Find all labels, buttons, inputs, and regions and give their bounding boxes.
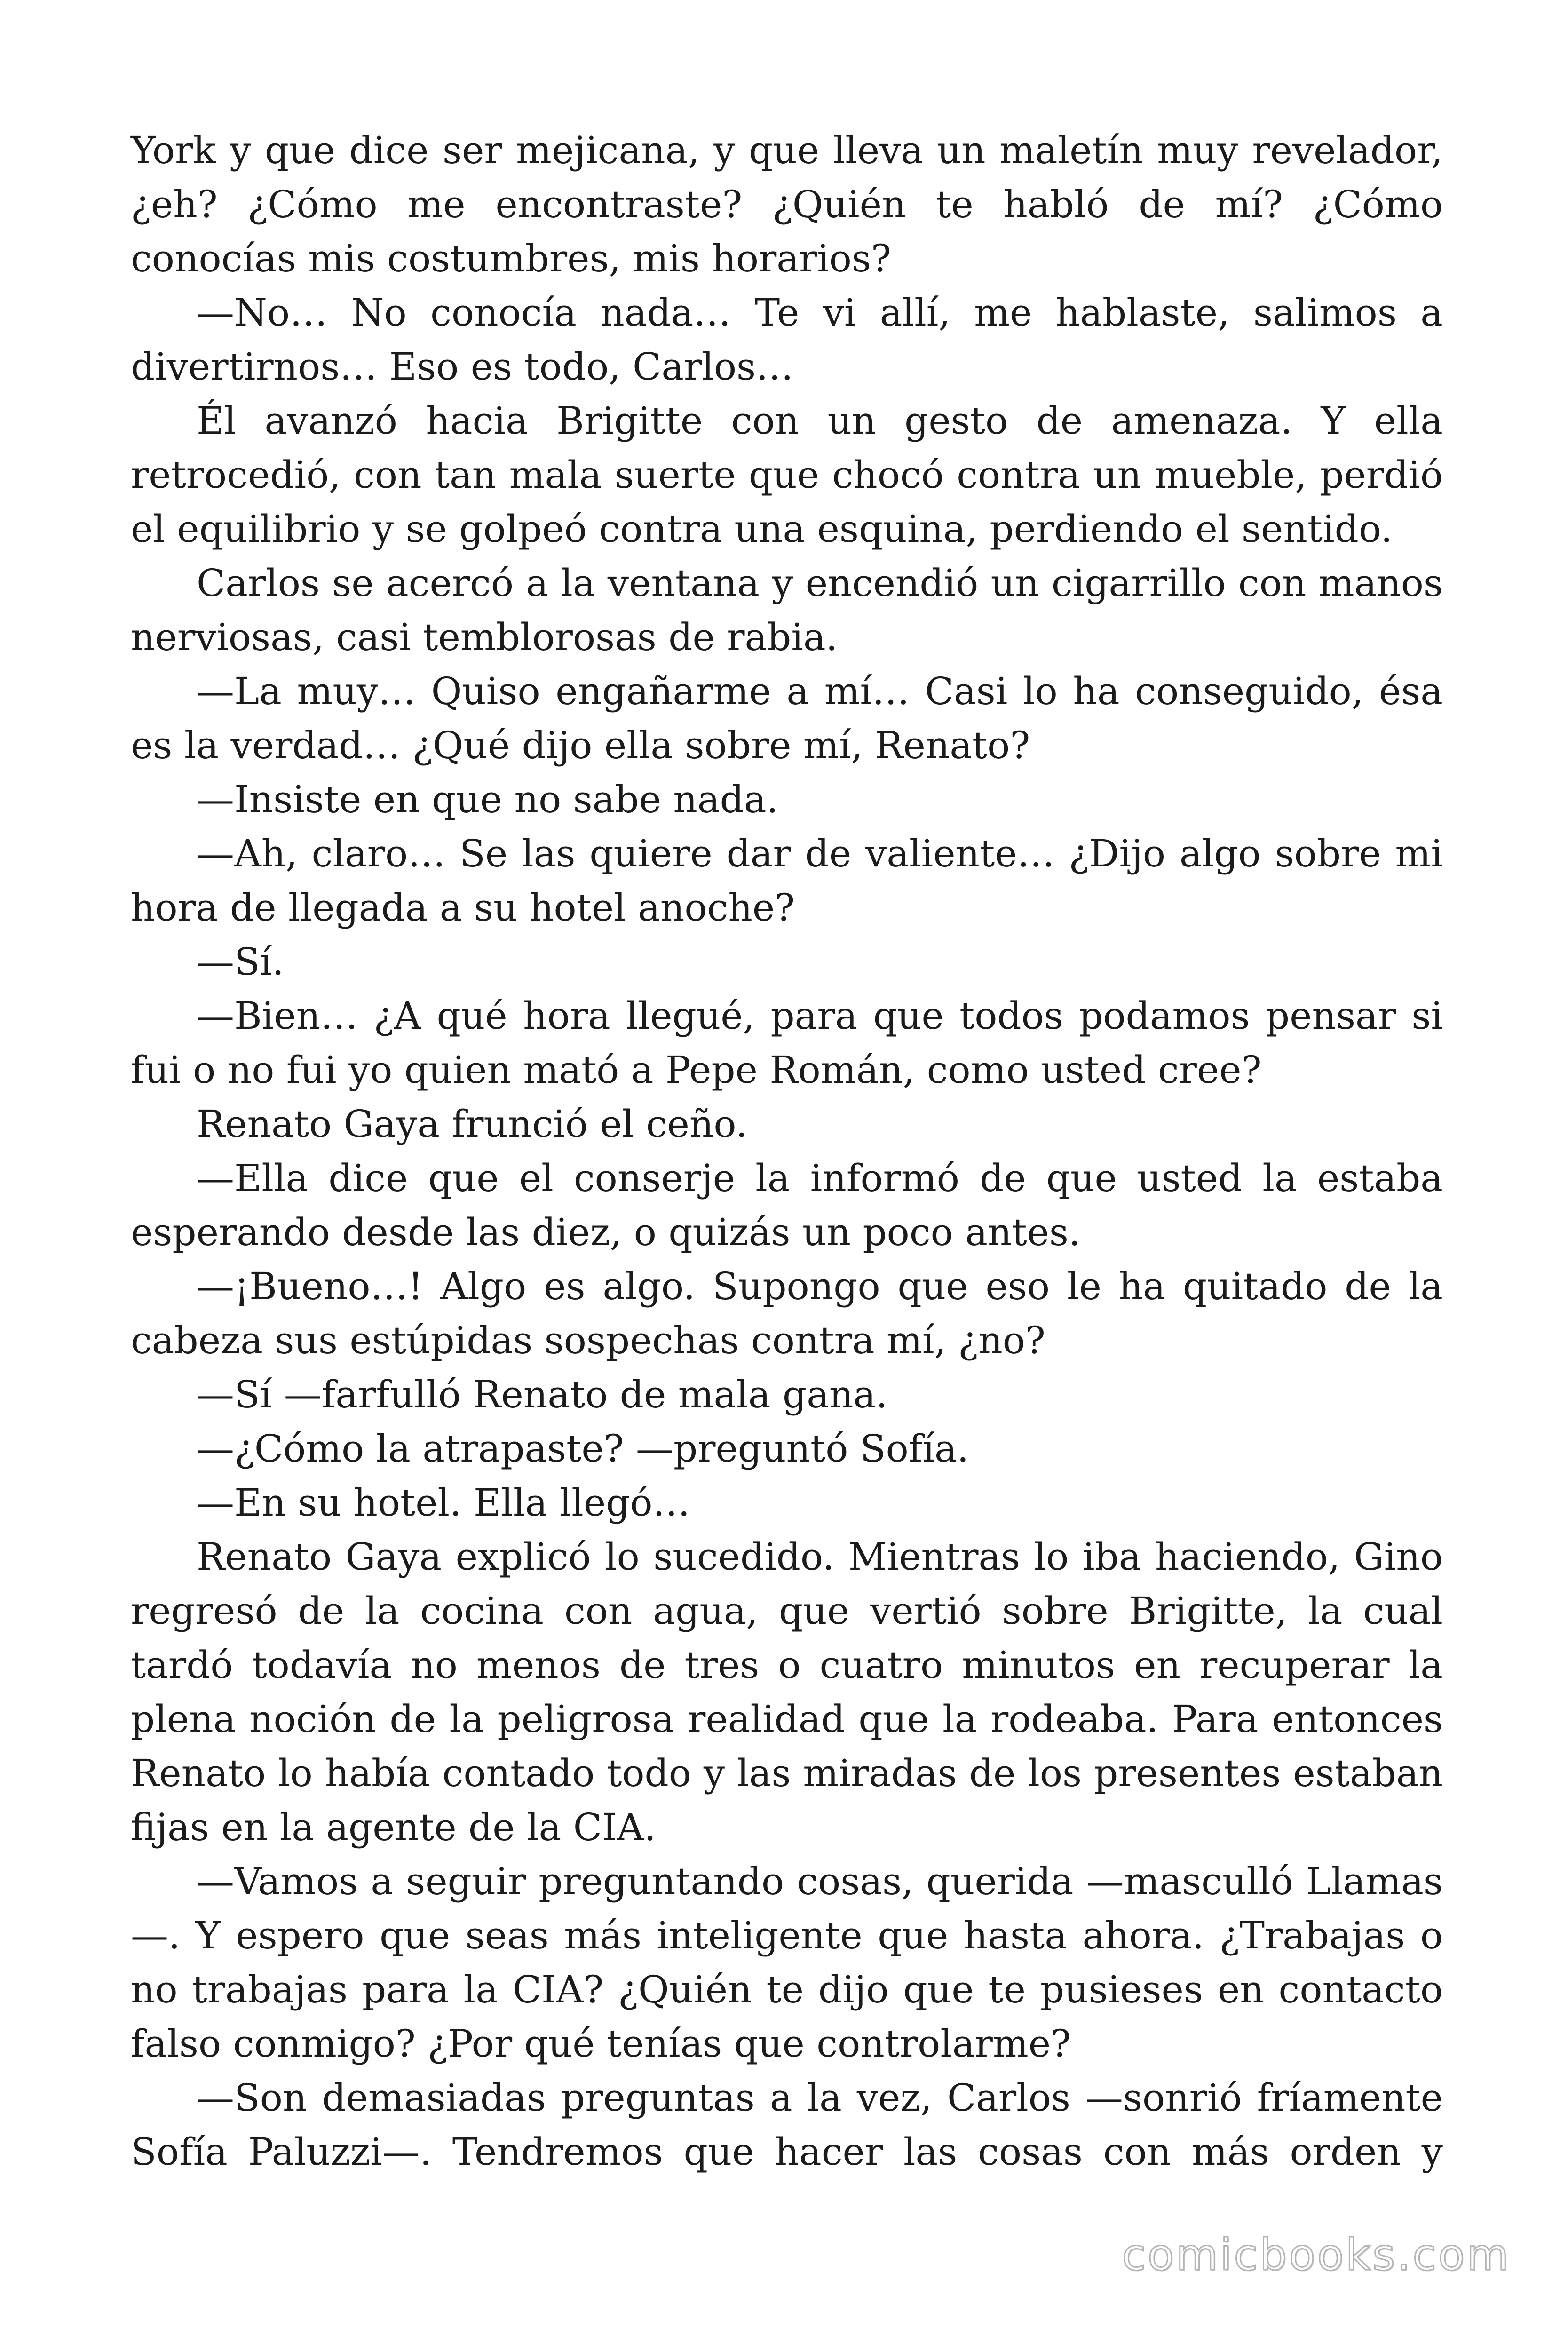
paragraph: —Sí —farfulló Renato de mala gana. xyxy=(197,1373,888,1416)
paragraph: —Ah, claro… Se las quiere dar de valiente… ¿Dijo algo sobre mi hora de llegada a su hotel anoche? xyxy=(131,832,1443,930)
paragraph: —Son demasiadas preguntas a la vez, Carlos —sonrió fríamente Sofía Paluzzi—. Tendremos que hacer las cosas con más orden y xyxy=(131,2076,1443,2174)
paragraph: —En su hotel. Ella llegó… xyxy=(197,1481,690,1525)
paragraph: —Vamos a seguir preguntando cosas, querida —masculló Llamas—. Y espero que seas más inteligente que hasta ahora. ¿Trabajas o no trabajas para la CIA? ¿Quién te dijo que te pusieses en contacto falso conmigo? ¿Por qué tenías que controlarme? xyxy=(131,1859,1443,2066)
paragraph: —Bien… ¿A qué hora llegué, para que todos podamos pensar si fui o no fui yo quien mató a Pepe Román, como usted cree? xyxy=(131,994,1443,1092)
paragraph: Renato Gaya frunció el ceño. xyxy=(197,1102,748,1146)
paragraph: —No… No conocía nada… Te vi allí, me hablaste, salimos a divertirnos… Eso es todo, Carlos… xyxy=(131,291,1443,389)
paragraph: York y que dice ser mejicana, y que lleva un maletín muy revelador, ¿eh? ¿Cómo me encontraste? ¿Quién te habló de mí? ¿Cómo conocías mis costumbres, mis horarios? xyxy=(131,128,1443,280)
paragraph: Carlos se acercó a la ventana y encendió un cigarrillo con manos nerviosas, casi temblorosas de rabia. xyxy=(131,561,1443,659)
paragraph: —Sí. xyxy=(197,940,284,984)
paragraph: —La muy… Quiso engañarme a mí… Casi lo ha conseguido, ésa es la verdad… ¿Qué dijo ella sobre mí, Renato? xyxy=(131,669,1443,767)
body-text xyxy=(131,123,1443,2179)
paragraph: —Ella dice que el conserje la informó de que usted la estaba esperando desde las diez, o quizás un poco antes. xyxy=(131,1156,1443,1254)
paragraph: —¡Bueno…! Algo es algo. Supongo que eso le ha quitado de la cabeza sus estúpidas sospechas contra mí, ¿no? xyxy=(131,1264,1443,1362)
paragraph: Él avanzó hacia Brigitte con un gesto de amenaza. Y ella retrocedió, con tan mala suerte que chocó contra un mueble, perdió el equilibrio y se golpeó contra una esquina, perdiendo el sentido. xyxy=(131,399,1443,551)
paragraph: Renato Gaya explicó lo sucedido. Mientras lo iba haciendo, Gino regresó de la cocina con agua, que vertió sobre Brigitte, la cual tardó todavía no menos de tres o cuatro minutos en recuperar la plena noción de la peligrosa realidad que la rodeaba. Para entonces Renato lo había contado todo y las miradas de los presentes estaban fijas en la agente de la CIA. xyxy=(131,1535,1443,1849)
paragraph: —Insiste en que no sabe nada. xyxy=(197,778,778,821)
paragraph: —¿Cómo la atrapaste? —preguntó Sofía. xyxy=(197,1427,969,1470)
watermark: comicbooks.com xyxy=(1122,2230,1511,2280)
